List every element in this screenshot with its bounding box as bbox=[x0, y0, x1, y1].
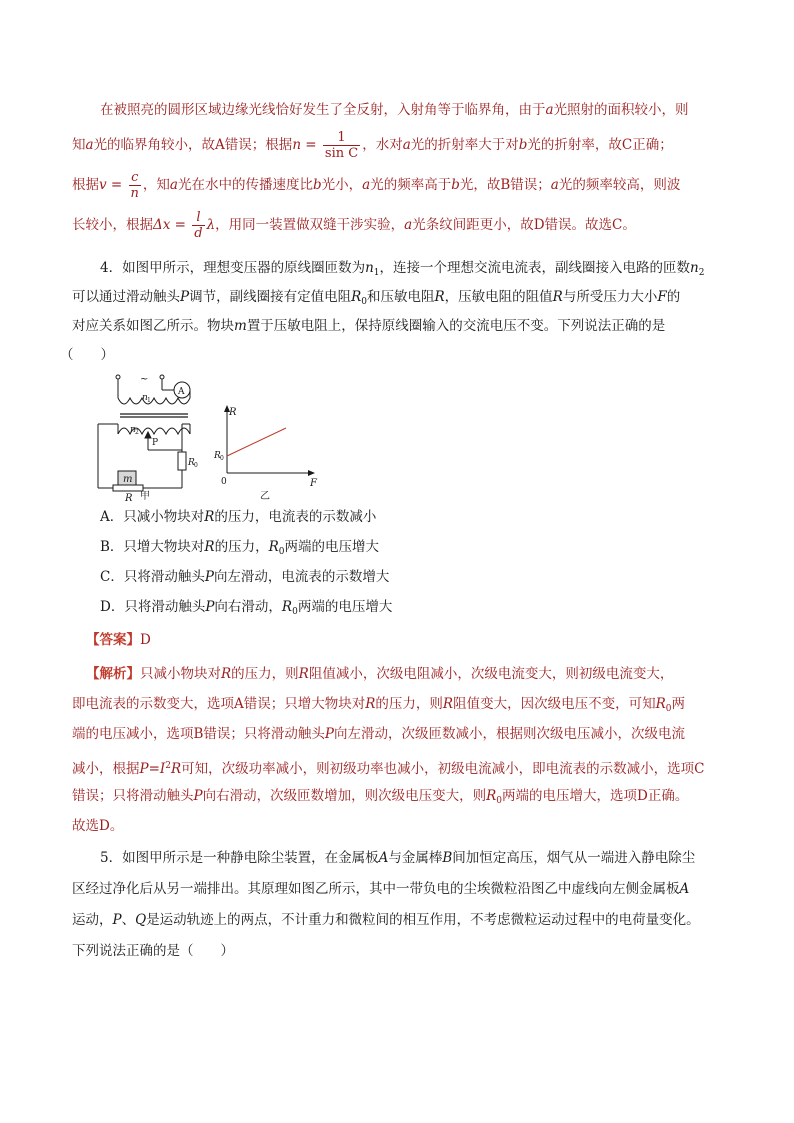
text: 运动， bbox=[72, 912, 113, 928]
prev-explanation-line-2 bbox=[72, 130, 722, 161]
text: 的压力，则 bbox=[231, 666, 299, 682]
text: 长较小，根据 bbox=[72, 217, 153, 233]
text: 阻值变大，因次级电压不变，可知 bbox=[453, 696, 656, 712]
text: 两端的电压增大 bbox=[297, 599, 393, 615]
text: 端的电压减小，选项B错误；只将滑动触头 bbox=[72, 726, 325, 742]
text: 对应关系如图乙所示。物块 bbox=[72, 318, 234, 334]
r-label: R bbox=[125, 493, 133, 504]
var-a: A bbox=[378, 850, 389, 866]
m-label: m bbox=[123, 474, 133, 485]
var: R bbox=[268, 539, 279, 555]
text: ，知 bbox=[142, 177, 170, 193]
text: 即电流表的示数变大，选项A错误；只增大物块对 bbox=[72, 696, 366, 712]
text: D．只将滑动触头 bbox=[100, 599, 206, 615]
superscript: 2 bbox=[165, 761, 171, 771]
q4-answer bbox=[86, 630, 736, 650]
text: 的压力，电流表的示数减小 bbox=[214, 509, 377, 525]
text: 光小， bbox=[321, 177, 363, 193]
graph-r-axis-label: R bbox=[229, 407, 237, 418]
text: （ ） bbox=[60, 347, 114, 363]
text: 是运动轨迹上的两点，不计重力和微粒间的相互作用，不考虑微粒运动过程中的电荷量变化。 bbox=[146, 912, 700, 928]
q4-option-a bbox=[100, 507, 750, 527]
var-a: a bbox=[402, 137, 411, 153]
denominator: d bbox=[194, 226, 203, 241]
r0-subscript: 0 bbox=[194, 462, 198, 469]
text: 光的频率较高，则波 bbox=[558, 177, 681, 193]
var-m: m bbox=[234, 318, 247, 334]
figure-yi-label: 乙 bbox=[260, 491, 270, 502]
text: 向左滑动，电流表的示数增大 bbox=[213, 569, 390, 585]
var-b: b bbox=[312, 177, 322, 193]
var-p: P bbox=[193, 788, 203, 804]
text: 下列说法正确的是（ ） bbox=[72, 943, 234, 959]
text: ，压敏电阻的阻值 bbox=[444, 289, 553, 305]
p-label: P bbox=[152, 438, 159, 448]
equals: = bbox=[170, 217, 191, 233]
text: 可知，次级功率减小，则初级功率也减小，初级电流减小，即电流表的示数减小，选项C bbox=[181, 761, 705, 777]
text: 置于压敏电阻上，保持原线圈输入的交流电压不变。下列说法正确的是 bbox=[246, 318, 666, 334]
text: 与所受压力大小 bbox=[562, 289, 658, 305]
var-n: n bbox=[690, 260, 699, 276]
subscript: 0 bbox=[496, 796, 502, 806]
text: ，连接一个理想交流电流表，副线圈接入电路的匝数 bbox=[379, 260, 691, 276]
subscript: 0 bbox=[361, 297, 367, 307]
text: 和压敏电阻 bbox=[367, 289, 435, 305]
n2-label: n bbox=[130, 425, 136, 435]
prev-explanation-line-3 bbox=[72, 170, 722, 201]
q4-line-1 bbox=[100, 258, 750, 283]
subscript: 0 bbox=[665, 704, 672, 714]
var-p: P bbox=[112, 912, 122, 928]
text: 两 bbox=[671, 696, 685, 712]
var-lambda: λ bbox=[206, 217, 216, 233]
q4-analysis-line-6 bbox=[72, 816, 722, 836]
r0-label: R bbox=[188, 458, 195, 468]
text: 调节，副线圈接有定值电阻 bbox=[189, 289, 352, 305]
q4-figure bbox=[90, 368, 350, 504]
text: 知 bbox=[72, 137, 86, 153]
var-a: A bbox=[679, 881, 690, 897]
var-f: F bbox=[657, 289, 667, 305]
var-r: R bbox=[351, 289, 362, 305]
text: ，用同一装置做双缝干涉实验， bbox=[215, 217, 405, 233]
q4-option-b bbox=[100, 537, 750, 562]
var-a: a bbox=[85, 137, 94, 153]
var-v: v bbox=[99, 177, 107, 193]
analysis-label: 【解析】 bbox=[86, 666, 140, 682]
fraction-l-over-d bbox=[192, 210, 204, 241]
subscript: 2 bbox=[698, 268, 705, 278]
q4-analysis-line-1 bbox=[86, 664, 736, 684]
text: B．只增大物块对 bbox=[100, 539, 205, 555]
text: 两端的电压增大，选项D正确。 bbox=[502, 788, 689, 804]
q4-line-3 bbox=[72, 316, 722, 336]
var-b: b bbox=[518, 137, 528, 153]
var-n: n bbox=[292, 137, 302, 153]
text: 根据 bbox=[72, 177, 99, 193]
text: 区经过净化后从另一端排出。其原理如图乙所示，其中一带负电的尘埃微粒沿图乙中虚线向左侧金属板 bbox=[72, 881, 680, 897]
text: 故选D。 bbox=[72, 818, 124, 834]
graph-r0-subscript: 0 bbox=[220, 455, 224, 462]
text: 光在水中的传播速度比 bbox=[177, 177, 313, 193]
subscript: 0 bbox=[292, 607, 298, 617]
text: 5．如图甲所示是一种静电除尘装置，在金属板 bbox=[100, 850, 379, 866]
var-r: R bbox=[486, 788, 497, 804]
text: 的压力，则 bbox=[375, 696, 443, 712]
text: 错误；只将滑动触头 bbox=[72, 788, 194, 804]
graph-x-arrow bbox=[308, 470, 315, 476]
text: 阻值减小，次级电阻减小，次级电流变大，则初级电流变大， bbox=[308, 666, 674, 682]
var-r: R bbox=[170, 761, 182, 777]
prev-explanation-line-4 bbox=[72, 210, 722, 241]
fraction-c-over-n bbox=[129, 170, 141, 201]
q4-analysis-line-4 bbox=[72, 756, 722, 779]
fraction-1-over-sinC bbox=[323, 130, 360, 161]
text: 间加恒定高压，烟气从一端进入静电除尘 bbox=[452, 850, 696, 866]
text: C．只将滑动触头 bbox=[100, 569, 205, 585]
denominator: n bbox=[130, 186, 139, 201]
q4-analysis-line-5 bbox=[72, 786, 722, 811]
var-n: n bbox=[365, 260, 374, 276]
formula: P=I bbox=[139, 761, 166, 777]
text: 光照射的面积较小，则 bbox=[553, 102, 689, 118]
subscript: 0 bbox=[278, 547, 285, 557]
var: R bbox=[204, 509, 215, 525]
n1-subscript: 1 bbox=[147, 397, 151, 404]
numerator: 1 bbox=[323, 130, 360, 146]
graph-r0-label: R bbox=[214, 451, 221, 461]
var-a: a bbox=[362, 177, 371, 193]
text: 的压力， bbox=[214, 539, 269, 555]
text: 两端的电压增大 bbox=[284, 539, 379, 555]
pressure-resistor-r bbox=[113, 485, 143, 491]
text: 光的折射率，故C正确； bbox=[527, 137, 673, 153]
var-a: a bbox=[404, 217, 413, 233]
var-q: Q bbox=[135, 912, 147, 928]
var-p: P bbox=[180, 289, 190, 305]
var-r: R bbox=[552, 289, 563, 305]
text: 向右滑动， bbox=[214, 599, 282, 615]
terminal-left bbox=[116, 375, 120, 379]
text: 光的频率高于 bbox=[370, 177, 452, 193]
q4-option-c bbox=[100, 567, 750, 587]
ac-tilde-label: ~ bbox=[140, 374, 149, 385]
q4-analysis-line-2 bbox=[72, 694, 722, 719]
text: 的 bbox=[666, 289, 681, 305]
n1-label: n bbox=[142, 393, 148, 403]
q5-line-1 bbox=[100, 848, 750, 868]
resistor-r0 bbox=[178, 452, 186, 470]
var-a: a bbox=[550, 177, 559, 193]
var-r: R bbox=[365, 696, 376, 712]
q5-line-3 bbox=[72, 910, 722, 930]
var-b: b bbox=[451, 177, 460, 193]
var-b: B bbox=[442, 850, 453, 866]
q4-option-d bbox=[100, 597, 750, 622]
slider-p-arrow bbox=[145, 432, 151, 438]
var-a: a bbox=[169, 177, 178, 193]
numerator: c bbox=[129, 170, 141, 186]
ammeter-label: A bbox=[178, 387, 185, 397]
text: 光的临界角较小，故A错误；根据 bbox=[93, 137, 293, 153]
text: 光的折射率大于对 bbox=[410, 137, 519, 153]
graph-r-f-line bbox=[227, 428, 286, 456]
q5-line-4 bbox=[72, 941, 722, 961]
numerator: l bbox=[192, 210, 204, 226]
graph-origin-label: 0 bbox=[221, 477, 227, 487]
text: 4．如图甲所示，理想变压器的原线圈匝数为 bbox=[100, 260, 366, 276]
text: 可以通过滑动触头 bbox=[72, 289, 180, 305]
terminal-right bbox=[160, 375, 164, 379]
n2-subscript: 2 bbox=[135, 429, 139, 436]
var-a: a bbox=[545, 102, 554, 118]
q4-analysis-line-3 bbox=[72, 724, 722, 744]
text: ，水对 bbox=[362, 137, 403, 153]
primary-coil bbox=[118, 398, 190, 404]
var-p: P bbox=[324, 726, 335, 742]
secondary-coil bbox=[118, 428, 190, 434]
text: 光条纹间距更小，故D错误。故选C。 bbox=[412, 217, 636, 233]
figure-jia-label: 甲 bbox=[140, 491, 150, 502]
subscript: 1 bbox=[373, 268, 380, 278]
text: 向左滑动，次级匝数减小，根据则次级电压减小，次级电流 bbox=[334, 726, 686, 742]
var-r: R bbox=[442, 696, 454, 712]
var: P bbox=[205, 599, 215, 615]
denominator: sin C bbox=[324, 146, 359, 161]
var-r: R bbox=[221, 666, 232, 682]
text: 减小，根据 bbox=[72, 761, 140, 777]
equals: = bbox=[301, 137, 321, 153]
q5-line-2 bbox=[72, 879, 722, 899]
text: 只减小物块对 bbox=[140, 666, 221, 682]
text: 、 bbox=[121, 912, 136, 928]
var: R bbox=[204, 539, 215, 555]
text: 与金属棒 bbox=[388, 850, 443, 866]
text: A．只减小物块对 bbox=[100, 509, 205, 525]
answer-label: 【答案】 bbox=[86, 632, 140, 648]
var: P bbox=[204, 569, 214, 585]
var: R bbox=[281, 599, 293, 615]
equals: = bbox=[106, 177, 127, 193]
var-r: R bbox=[655, 696, 666, 712]
var-r: R bbox=[298, 666, 309, 682]
graph-yi bbox=[213, 405, 318, 502]
text: 在被照亮的圆形区域边缘光线恰好发生了全反射，入射角等于临界角，由于 bbox=[100, 102, 546, 118]
graph-f-axis-label: F bbox=[310, 478, 317, 489]
var-r: R bbox=[434, 289, 445, 305]
var-delta-x: Δx bbox=[153, 217, 171, 233]
text: 光，故B错误； bbox=[459, 177, 551, 193]
text: 向右滑动，次级匝数增加，则次级电压变大，则 bbox=[202, 788, 487, 804]
q4-answer-bracket bbox=[60, 345, 710, 365]
q4-line-2 bbox=[72, 287, 722, 312]
prev-explanation-line-1 bbox=[100, 100, 750, 120]
answer-value: D bbox=[140, 632, 151, 648]
